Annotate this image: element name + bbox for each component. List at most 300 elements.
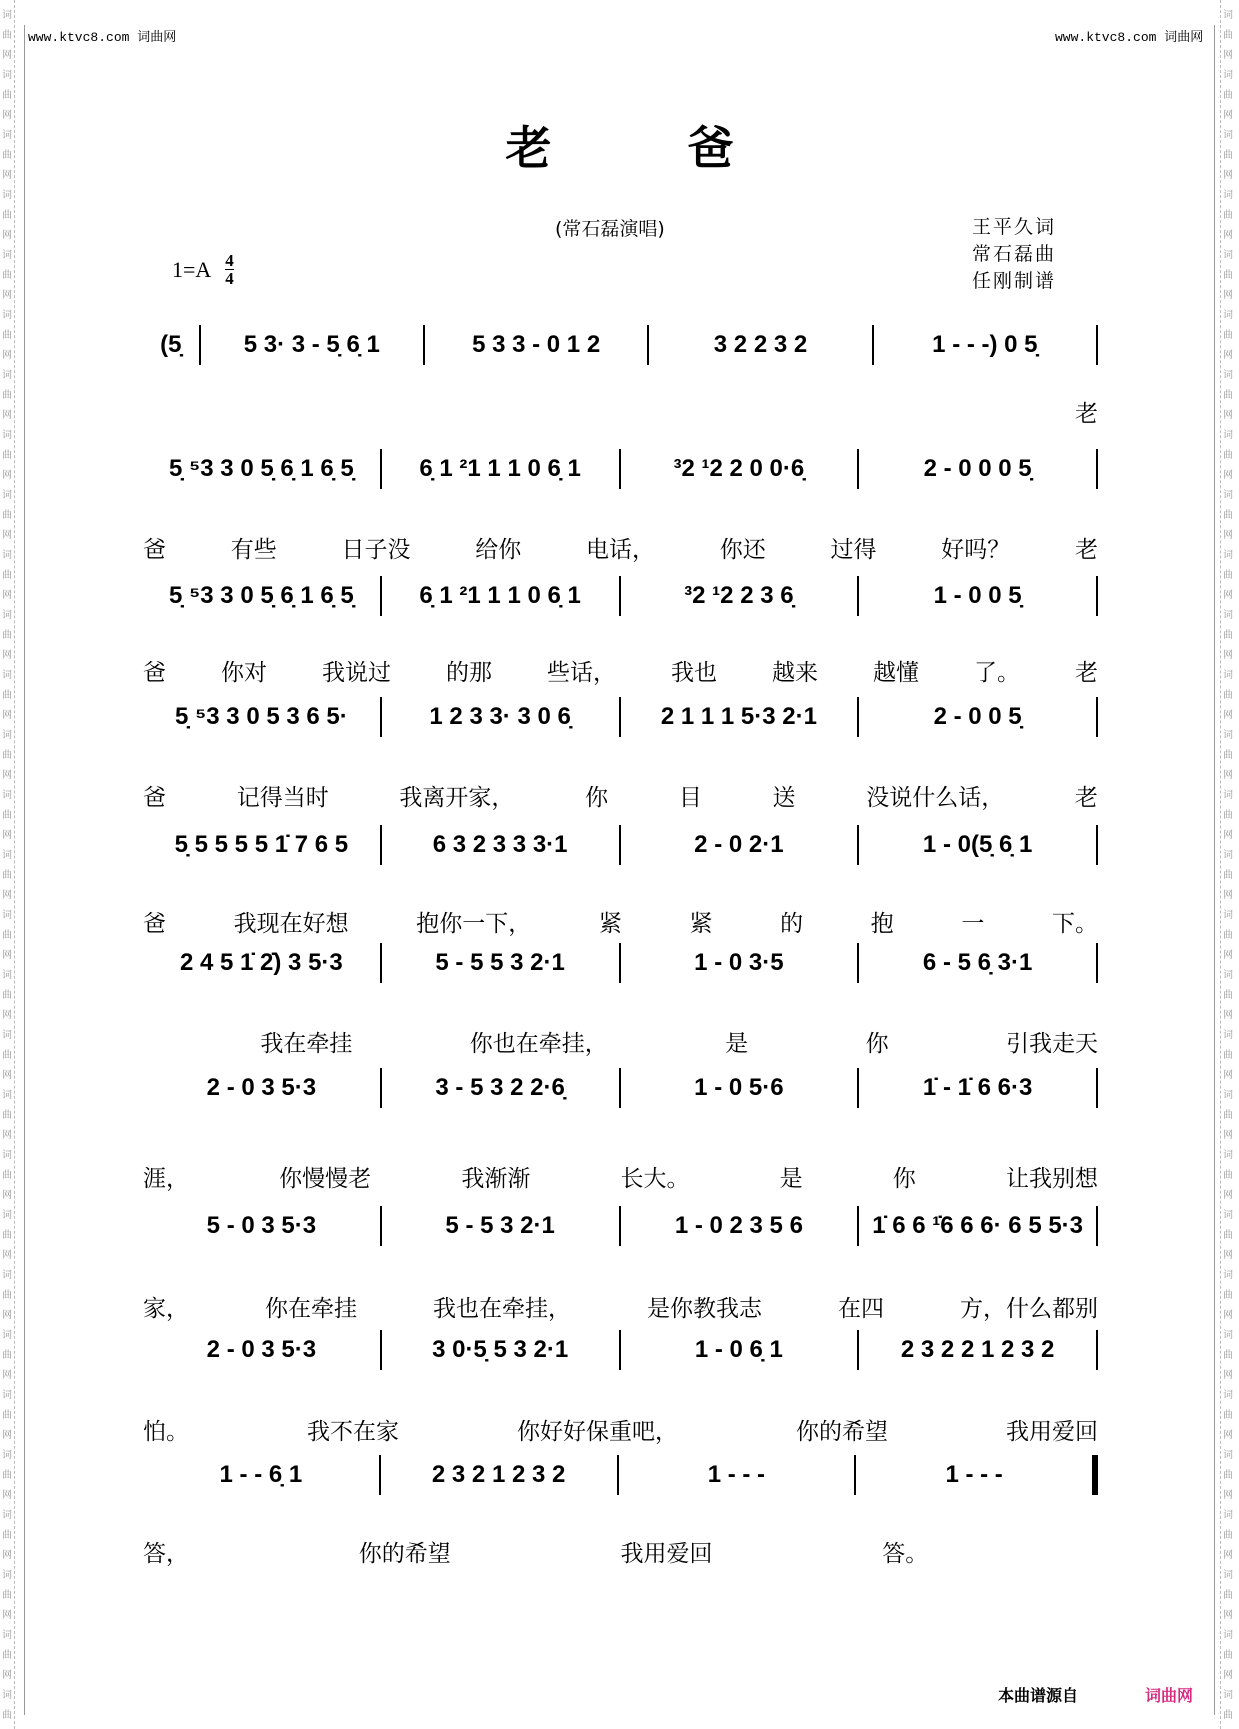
lyric-word: 你也在牵挂， bbox=[469, 1031, 608, 1057]
measure: 1 - - 6̣ 1 bbox=[219, 1461, 303, 1488]
watermark-char: 网 bbox=[1223, 590, 1233, 601]
watermark-char: 曲 bbox=[2, 1710, 12, 1721]
measure: 5̣ ⁵3 3 0 5̣ 6̣ 1 6̣ 5̣ bbox=[169, 455, 354, 482]
watermark-char: 词 bbox=[2, 730, 12, 741]
left-margin-line bbox=[24, 25, 25, 1715]
lyric-word: 是 bbox=[725, 1031, 749, 1057]
watermark-char: 词 bbox=[1223, 1450, 1233, 1461]
watermark-char: 词 bbox=[2, 1510, 12, 1521]
watermark-char: 词 bbox=[1223, 550, 1233, 561]
lyric-word: 爸 bbox=[143, 911, 166, 937]
lyric-word: 你的希望 bbox=[358, 1541, 451, 1567]
watermark-char: 网 bbox=[1223, 230, 1233, 241]
watermark-char: 曲 bbox=[2, 690, 12, 701]
watermark-char: 词 bbox=[1223, 1150, 1233, 1161]
notes-line bbox=[143, 943, 1098, 983]
watermark-char: 网 bbox=[1223, 950, 1233, 961]
watermark-char: 曲 bbox=[2, 1170, 12, 1181]
notes-line bbox=[143, 325, 1098, 365]
right-margin-line bbox=[1214, 25, 1215, 1715]
watermark-char: 曲 bbox=[1223, 1170, 1233, 1181]
lyric-word: 没说什么话， bbox=[866, 785, 1005, 811]
measure: 3 2 2 3 2 bbox=[647, 325, 871, 365]
lyric-word: 抱你一下， bbox=[416, 911, 532, 937]
lyric-word: 老 bbox=[1074, 785, 1098, 811]
watermark-char: 网 bbox=[2, 290, 12, 301]
watermark-char: 网 bbox=[2, 650, 12, 661]
lyric-word: 爸 bbox=[143, 660, 166, 686]
measure: ³2 ¹2 2 0 0·6̣ bbox=[619, 449, 858, 489]
measure: 1 - 0 6̣ 1 bbox=[619, 1330, 858, 1370]
measure: 2 3 2 1 2 3 2 bbox=[379, 1455, 617, 1495]
watermark-char: 网 bbox=[1223, 770, 1233, 781]
lyric-word: 你好好保重吧， bbox=[517, 1419, 678, 1445]
lyric-word: 是你教我志 bbox=[647, 1296, 762, 1322]
watermark-char: 网 bbox=[1223, 50, 1233, 61]
lyrics-line bbox=[143, 1160, 1098, 1193]
watermark-char: 词 bbox=[2, 850, 12, 861]
lyricist: 王平久词 bbox=[972, 216, 1057, 238]
watermark-char: 网 bbox=[2, 1010, 12, 1021]
lyric-word: 老 bbox=[1075, 401, 1098, 427]
watermark-char: 曲 bbox=[2, 810, 12, 821]
watermark-char: 词 bbox=[1223, 850, 1233, 861]
measure: 3 - 5 3 2 2·6̣ bbox=[380, 1068, 619, 1108]
lyric-word: 我也在牵挂， bbox=[433, 1296, 571, 1322]
watermark-char: 网 bbox=[2, 890, 12, 901]
watermark-char: 词 bbox=[1223, 730, 1233, 741]
measure: 2 4 5 1̇ 2̇) 3 5·3 bbox=[179, 949, 343, 976]
measure: 1 2 3 3· 3 0 6̣ bbox=[380, 697, 619, 737]
watermark-char: 词 bbox=[2, 1090, 12, 1101]
lyric-word: 我说过 bbox=[322, 660, 391, 686]
lyric-word: 你还 bbox=[719, 537, 766, 563]
watermark-char: 网 bbox=[1223, 290, 1233, 301]
watermark-char: 曲 bbox=[2, 1650, 12, 1661]
watermark-char: 曲 bbox=[1223, 510, 1233, 521]
watermark-char: 曲 bbox=[2, 930, 12, 941]
watermark-char: 网 bbox=[2, 530, 12, 541]
watermark-char: 曲 bbox=[2, 30, 12, 41]
watermark-char: 词 bbox=[2, 1450, 12, 1461]
lyrics-line bbox=[143, 1025, 1098, 1058]
watermark-char: 网 bbox=[2, 1250, 12, 1261]
watermark-char: 网 bbox=[1223, 1610, 1233, 1621]
lyric-word: 老 bbox=[1075, 537, 1098, 563]
watermark-char: 网 bbox=[1223, 1550, 1233, 1561]
watermark-char: 词 bbox=[1223, 1270, 1233, 1281]
watermark-char: 词 bbox=[1223, 70, 1233, 81]
watermark-char: 网 bbox=[2, 830, 12, 841]
measure: 2 - 0 3 5·3 bbox=[206, 1074, 317, 1101]
watermark-char: 词 bbox=[2, 70, 12, 81]
barline bbox=[1096, 825, 1098, 865]
measure: 6̣ 1 ²1 1 1 0 6̣ 1 bbox=[380, 576, 619, 616]
watermark-char: 网 bbox=[2, 50, 12, 61]
watermark-char: 词 bbox=[1223, 190, 1233, 201]
watermark-char: 网 bbox=[1223, 1070, 1233, 1081]
lyric-word: 过得 bbox=[830, 537, 877, 563]
lyric-word: 电话， bbox=[586, 537, 655, 563]
measure: 2 - 0 3 5·3 bbox=[206, 1336, 317, 1363]
watermark-char: 词 bbox=[2, 670, 12, 681]
notes-line bbox=[143, 449, 1098, 489]
watermark-char: 词 bbox=[2, 550, 12, 561]
watermark-char: 词 bbox=[2, 1690, 12, 1701]
watermark-char: 网 bbox=[1223, 350, 1233, 361]
lyric-word: 好吗？ bbox=[941, 537, 1011, 563]
lyric-word: 让我别想 bbox=[1005, 1166, 1098, 1192]
watermark-char: 网 bbox=[2, 410, 12, 421]
time-signature bbox=[225, 252, 234, 287]
lyric-word: 你慢慢老 bbox=[279, 1166, 372, 1192]
measure: 2 - 0 2·1 bbox=[619, 825, 858, 865]
lyric-word: 引我走天 bbox=[1005, 1031, 1098, 1057]
watermark-char: 网 bbox=[1223, 1430, 1233, 1441]
watermark-char: 词 bbox=[1223, 1330, 1233, 1341]
watermark-char: 词 bbox=[2, 310, 12, 321]
site-url-right: www.ktvc8.com 词曲网 bbox=[1055, 30, 1204, 45]
lyric-word: 你 bbox=[892, 1166, 916, 1192]
watermark-char: 曲 bbox=[1223, 1230, 1233, 1241]
measure: 2 3 2 2 1 2 3 2 bbox=[857, 1330, 1096, 1370]
watermark-char: 曲 bbox=[1223, 450, 1233, 461]
lyrics-line bbox=[143, 1290, 1098, 1323]
watermark-char: 词 bbox=[1223, 490, 1233, 501]
watermark-char: 曲 bbox=[1223, 690, 1233, 701]
score-system bbox=[143, 825, 1098, 937]
lyrics-line bbox=[143, 1535, 1098, 1568]
watermark-char: 曲 bbox=[2, 390, 12, 401]
measure: 2 - 0 0 5̣ bbox=[857, 697, 1096, 737]
watermark-char: 网 bbox=[2, 1490, 12, 1501]
measure: 5 3 3 - 0 1 2 bbox=[423, 325, 647, 365]
lyric-word: 些话， bbox=[547, 660, 616, 686]
measure: 1 - - - bbox=[617, 1455, 855, 1495]
watermark-char: 曲 bbox=[1223, 210, 1233, 221]
watermark-char: 曲 bbox=[2, 630, 12, 641]
watermark-char: 曲 bbox=[2, 1350, 12, 1361]
measure: 6 - 5 6̣ 3·1 bbox=[857, 943, 1096, 983]
notes-line bbox=[143, 1068, 1098, 1108]
watermark-char: 词 bbox=[2, 790, 12, 801]
measure: 1̇ 6 6 ¹̇6 6 6· 6 5 5·3 bbox=[857, 1206, 1096, 1246]
watermark-char: 网 bbox=[1223, 710, 1233, 721]
watermark-char: 曲 bbox=[2, 870, 12, 881]
watermark-char: 曲 bbox=[2, 1410, 12, 1421]
score-system bbox=[143, 1455, 1098, 1567]
lyrics-line bbox=[143, 1413, 1098, 1446]
watermark-char: 曲 bbox=[2, 750, 12, 761]
lyric-word: 怕。 bbox=[143, 1419, 189, 1445]
watermark-char: 曲 bbox=[2, 150, 12, 161]
watermark-char: 词 bbox=[2, 1030, 12, 1041]
lyric-word: 紧 bbox=[689, 911, 713, 937]
watermark-char: 曲 bbox=[2, 1290, 12, 1301]
watermark-char: 网 bbox=[2, 1610, 12, 1621]
watermark-char: 词 bbox=[1223, 970, 1233, 981]
watermark-char: 网 bbox=[2, 1310, 12, 1321]
footer-source-label: 本曲谱源自 bbox=[998, 1686, 1079, 1705]
lyric-word: 我渐渐 bbox=[461, 1166, 531, 1192]
watermark-char: 曲 bbox=[1223, 1290, 1233, 1301]
lyric-word: 你 bbox=[865, 1031, 889, 1057]
lyric-word: 我也 bbox=[671, 660, 717, 686]
lyric-word: 有些 bbox=[230, 537, 277, 563]
measure: 2 1 1 1 5·3 2·1 bbox=[619, 697, 858, 737]
lyric-word: 我用爱回 bbox=[1006, 1419, 1098, 1445]
notes-line bbox=[143, 825, 1098, 865]
measure: 5̣ ⁵3 3 0 5̣ 6̣ 1 6̣ 5̣ bbox=[169, 582, 354, 609]
measure: 1 - - -) 0 5̣ bbox=[872, 325, 1096, 365]
watermark-char: 曲 bbox=[2, 90, 12, 101]
measure: 1 - - - bbox=[854, 1455, 1092, 1495]
lyric-word: 越来 bbox=[772, 660, 818, 686]
lyric-word: 爸 bbox=[143, 537, 166, 563]
watermark-char: 网 bbox=[1223, 1370, 1233, 1381]
watermark-char: 网 bbox=[1223, 410, 1233, 421]
measure: 5 - 0 3 5·3 bbox=[206, 1212, 317, 1239]
watermark-char: 曲 bbox=[2, 510, 12, 521]
barline bbox=[1096, 576, 1098, 616]
watermark-char: 词 bbox=[1223, 1390, 1233, 1401]
watermark-char: 曲 bbox=[1223, 1110, 1233, 1121]
measure: 5 - 5 5 3 2·1 bbox=[380, 943, 619, 983]
lyric-word: 我离开家， bbox=[399, 785, 515, 811]
watermark-char: 曲 bbox=[1223, 630, 1233, 641]
watermark-char: 曲 bbox=[1223, 1410, 1233, 1421]
watermark-char: 网 bbox=[2, 710, 12, 721]
barline bbox=[1096, 1206, 1098, 1246]
watermark-char: 网 bbox=[2, 1190, 12, 1201]
lyric-word: 在四 bbox=[838, 1296, 884, 1322]
watermark-char: 曲 bbox=[1223, 1350, 1233, 1361]
measure: 5̣ 5 5 5 5 1̇ 7 6 5 bbox=[174, 831, 349, 858]
watermark-char: 网 bbox=[1223, 470, 1233, 481]
watermark-char: 曲 bbox=[2, 1110, 12, 1121]
watermark-char: 曲 bbox=[1223, 90, 1233, 101]
watermark-char: 网 bbox=[1223, 1670, 1233, 1681]
final-barline bbox=[1092, 1455, 1098, 1495]
footer-site-logo: 词曲网 bbox=[1145, 1686, 1194, 1705]
measure: 3 0·5̣ 5 3 2·1 bbox=[380, 1330, 619, 1370]
lyric-word: 目 bbox=[678, 785, 702, 811]
watermark-char: 词 bbox=[2, 1330, 12, 1341]
watermark-char: 词 bbox=[2, 1210, 12, 1221]
watermark-char: 曲 bbox=[1223, 1590, 1233, 1601]
watermark-char: 曲 bbox=[2, 210, 12, 221]
lyric-word: 我在牵挂 bbox=[260, 1031, 353, 1057]
watermark-char: 网 bbox=[2, 950, 12, 961]
lyric-word: 送 bbox=[772, 785, 796, 811]
lyric-word: 下。 bbox=[1052, 911, 1098, 937]
watermark-char: 曲 bbox=[1223, 750, 1233, 761]
lyric-word: 你 bbox=[585, 785, 609, 811]
lyric-word: 你对 bbox=[221, 660, 267, 686]
watermark-char: 曲 bbox=[1223, 810, 1233, 821]
measure: 1 - 0(5̣ 6̣ 1 bbox=[857, 825, 1096, 865]
watermark-char: 网 bbox=[2, 1070, 12, 1081]
watermark-char: 词 bbox=[1223, 10, 1233, 21]
watermark-char: 网 bbox=[2, 170, 12, 181]
lyric-word: 日子没 bbox=[341, 537, 411, 563]
watermark-char: 曲 bbox=[1223, 1050, 1233, 1061]
score-system bbox=[143, 1206, 1098, 1322]
watermark-char: 词 bbox=[2, 970, 12, 981]
watermark-char: 网 bbox=[1223, 1490, 1233, 1501]
lyric-word: 长大。 bbox=[620, 1166, 690, 1192]
score-system bbox=[143, 325, 1098, 427]
measure: 5̣ ⁵3 3 0 5 3 6 5· bbox=[175, 703, 348, 730]
site-url-left: www.ktvc8.com 词曲网 bbox=[28, 30, 177, 45]
notes-line bbox=[143, 1206, 1098, 1246]
watermark-char: 网 bbox=[1223, 1190, 1233, 1201]
watermark-char: 网 bbox=[2, 470, 12, 481]
watermark-char: 曲 bbox=[2, 1470, 12, 1481]
lyrics-line bbox=[143, 905, 1098, 938]
watermark-char: 曲 bbox=[1223, 1710, 1233, 1721]
song-title: 老 爸 bbox=[505, 121, 794, 175]
watermark-char: 网 bbox=[1223, 110, 1233, 121]
watermark-char: 曲 bbox=[1223, 270, 1233, 281]
watermark-char: 词 bbox=[2, 910, 12, 921]
watermark-char: 网 bbox=[2, 350, 12, 361]
lyric-word: 给你 bbox=[475, 537, 522, 563]
watermark-char: 曲 bbox=[2, 570, 12, 581]
watermark-char: 曲 bbox=[2, 1530, 12, 1541]
watermark-char: 词 bbox=[2, 610, 12, 621]
lyric-word: 的那 bbox=[446, 660, 492, 686]
performer: (常石磊演唱) bbox=[555, 218, 665, 240]
score-system bbox=[143, 1068, 1098, 1192]
score-system bbox=[143, 943, 1098, 1057]
barline bbox=[1096, 943, 1098, 983]
watermark-char: 词 bbox=[1223, 1030, 1233, 1041]
notes-line bbox=[143, 576, 1098, 616]
watermark-char: 网 bbox=[1223, 1130, 1233, 1141]
barline bbox=[1096, 449, 1098, 489]
watermark-char: 词 bbox=[1223, 610, 1233, 621]
watermark-char: 词 bbox=[2, 430, 12, 441]
watermark-char: 词 bbox=[2, 1150, 12, 1161]
measure: 5 3· 3 - 5̣ 6̣ 1 bbox=[199, 325, 423, 365]
lyric-word: 越懂 bbox=[873, 660, 919, 686]
lyrics-line bbox=[143, 779, 1098, 812]
watermark-char: 网 bbox=[2, 1130, 12, 1141]
score-system bbox=[143, 449, 1098, 563]
watermark-char: 曲 bbox=[2, 270, 12, 281]
watermark-char: 网 bbox=[1223, 1250, 1233, 1261]
watermark-char: 网 bbox=[1223, 1310, 1233, 1321]
lyric-word: 我现在好想 bbox=[233, 911, 349, 937]
watermark-char: 词 bbox=[2, 1570, 12, 1581]
time-denominator: 4 bbox=[225, 269, 234, 288]
lyric-word: 爸 bbox=[143, 785, 166, 811]
lyric-word: 的 bbox=[780, 911, 804, 937]
watermark-char: 曲 bbox=[1223, 330, 1233, 341]
watermark-char: 词 bbox=[2, 490, 12, 501]
transcriber: 任刚制谱 bbox=[972, 270, 1057, 292]
lyric-word: 我不在家 bbox=[307, 1419, 399, 1445]
lyric-word: 记得当时 bbox=[236, 785, 329, 811]
watermark-char: 曲 bbox=[2, 1050, 12, 1061]
credits bbox=[972, 214, 1056, 295]
watermark-char: 网 bbox=[2, 230, 12, 241]
measure: 2 - 0 0 0 5̣ bbox=[857, 449, 1096, 489]
lyric-word: 老 bbox=[1075, 660, 1098, 686]
lyric-word: 你的希望 bbox=[796, 1419, 888, 1445]
measure: ³2 ¹2 2 3 6̣ bbox=[619, 576, 858, 616]
measure: 6 3 2 3 3 3·1 bbox=[380, 825, 619, 865]
lyric-word: 家， bbox=[143, 1296, 189, 1322]
watermark-char: 词 bbox=[1223, 310, 1233, 321]
left-watermark-column bbox=[0, 0, 15, 1729]
barline bbox=[1096, 325, 1098, 365]
watermark-char: 词 bbox=[2, 10, 12, 21]
watermark-char: 词 bbox=[1223, 790, 1233, 801]
watermark-char: 网 bbox=[2, 770, 12, 781]
watermark-char: 词 bbox=[2, 370, 12, 381]
measure: 6̣ 1 ²1 1 1 0 6̣ 1 bbox=[380, 449, 619, 489]
barline bbox=[1096, 1068, 1098, 1108]
watermark-char: 词 bbox=[2, 130, 12, 141]
watermark-char: 网 bbox=[2, 110, 12, 121]
watermark-char: 曲 bbox=[1223, 30, 1233, 41]
score-system bbox=[143, 697, 1098, 811]
measure: (5̣ bbox=[160, 331, 182, 358]
watermark-char: 网 bbox=[2, 590, 12, 601]
watermark-char: 网 bbox=[2, 1430, 12, 1441]
watermark-char: 曲 bbox=[1223, 990, 1233, 1001]
watermark-char: 曲 bbox=[2, 1230, 12, 1241]
lyric-word: 方，什么都别 bbox=[960, 1296, 1098, 1322]
key-signature bbox=[172, 252, 234, 287]
time-numerator: 4 bbox=[225, 251, 234, 270]
lyrics-line bbox=[143, 531, 1098, 564]
measure: 1̇ - 1̇ 6 6·3 bbox=[857, 1068, 1096, 1108]
watermark-char: 词 bbox=[1223, 1210, 1233, 1221]
watermark-char: 网 bbox=[1223, 650, 1233, 661]
watermark-char: 词 bbox=[1223, 1630, 1233, 1641]
measure: 1 - 0 3·5 bbox=[619, 943, 858, 983]
composer: 常石磊曲 bbox=[972, 243, 1057, 265]
watermark-char: 网 bbox=[1223, 1010, 1233, 1021]
measure: 1 - 0 5·6 bbox=[619, 1068, 858, 1108]
watermark-char: 词 bbox=[2, 250, 12, 261]
key-label: 1=A bbox=[172, 256, 212, 282]
lyric-word: 了。 bbox=[974, 660, 1020, 686]
watermark-char: 曲 bbox=[2, 330, 12, 341]
watermark-char: 词 bbox=[2, 1630, 12, 1641]
watermark-char: 词 bbox=[1223, 1570, 1233, 1581]
watermark-char: 曲 bbox=[1223, 150, 1233, 161]
lyric-word: 是 bbox=[779, 1166, 803, 1192]
lyric-word: 涯， bbox=[143, 1166, 189, 1192]
notes-line bbox=[143, 1330, 1098, 1370]
lyrics-line bbox=[143, 395, 1098, 428]
watermark-char: 网 bbox=[1223, 170, 1233, 181]
score-system bbox=[143, 576, 1098, 686]
watermark-char: 曲 bbox=[2, 450, 12, 461]
watermark-char: 词 bbox=[1223, 130, 1233, 141]
watermark-char: 词 bbox=[1223, 250, 1233, 261]
watermark-char: 词 bbox=[2, 1270, 12, 1281]
lyric-word: 答， bbox=[143, 1541, 189, 1567]
watermark-char: 曲 bbox=[1223, 390, 1233, 401]
watermark-char: 曲 bbox=[1223, 1530, 1233, 1541]
watermark-char: 词 bbox=[1223, 1510, 1233, 1521]
notes-line bbox=[143, 1455, 1098, 1495]
